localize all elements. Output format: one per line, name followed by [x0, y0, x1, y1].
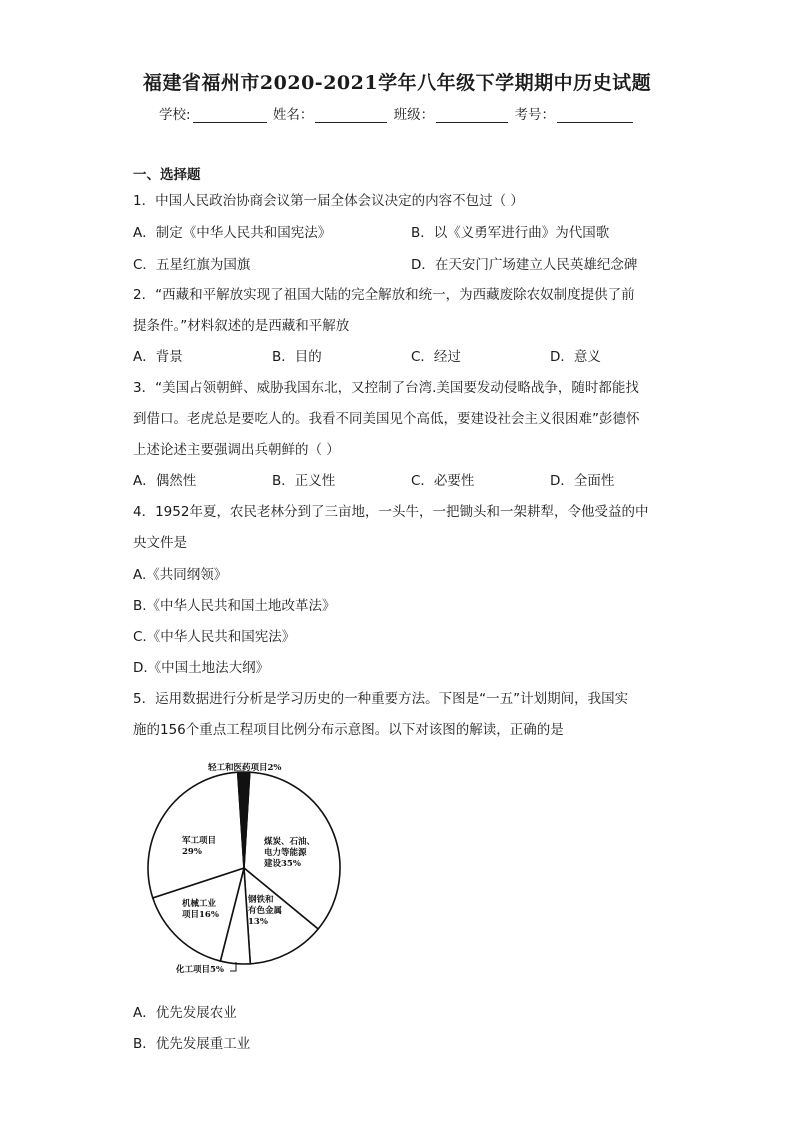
page-title: 福建省福州市2020-2021学年八年级下学期期中历史试题 [142, 72, 652, 94]
school-label: 学校: [159, 107, 191, 123]
question-4-stem-line-2: 央文件是 [133, 535, 187, 551]
question-1-option-b[interactable]: B．以《义勇军进行曲》为代国歌 [411, 225, 610, 241]
question-3-stem-line-2: 到借口。老虎总是要吃人的。我看不同美国见个高低，要建设社会主义很困难”彭德怀 [133, 411, 640, 427]
question-3-option-d[interactable]: D．全面性 [550, 473, 615, 489]
question-4-option-d[interactable]: D.《中国土地法大纲》 [133, 660, 270, 676]
question-1-option-c[interactable]: C．五星红旗为国旗 [133, 257, 251, 273]
question-2-option-b[interactable]: B．目的 [272, 349, 322, 365]
pie-slice-label-2: 化工项目5% [176, 965, 224, 975]
question-4-option-a[interactable]: A.《共同纲领》 [133, 567, 228, 583]
pie-slice-label-0: 煤炭、石油、电力等能源建设35% [264, 837, 316, 869]
exam-no-blank[interactable] [557, 108, 633, 123]
section-title: 一、选择题 [133, 167, 201, 183]
question-3-option-b[interactable]: B．正义性 [272, 473, 336, 489]
question-2-stem-line-1: 2．“西藏和平解放实现了祖国大陆的完全解放和统一，为西藏废除农奴制度提供了前 [133, 287, 635, 303]
project-distribution-pie-chart [130, 752, 360, 982]
question-1-stem: 1．中国人民政治协商会议第一届全体会议决定的内容不包过（ ） [133, 193, 524, 209]
pie-slice-label-4: 军工项目 29% [182, 836, 217, 857]
question-5-stem-line-1: 5．运用数据进行分析是学习历史的一种重要方法。下图是“一五”计划期间，我国实 [133, 691, 629, 707]
pie-slice-label-5: 轻工和医药项目2% [208, 763, 282, 773]
question-3-option-c[interactable]: C．必要性 [411, 473, 475, 489]
question-2-option-c[interactable]: C．经过 [411, 349, 461, 365]
student-info-line [0, 103, 794, 123]
question-5-option-b[interactable]: B．优先发展重工业 [133, 1036, 251, 1052]
question-5-option-a[interactable]: A．优先发展农业 [133, 1005, 237, 1021]
question-4-option-c[interactable]: C.《中华人民共和国宪法》 [133, 629, 296, 645]
question-3-stem-line-1: 3．“美国占领朝鲜、威胁我国东北，又控制了台湾.美国要发动侵略战争，随时都能找 [133, 380, 639, 396]
school-blank[interactable] [193, 108, 267, 123]
question-3-stem-line-3: 上述论述主要强调出兵朝鲜的（ ） [133, 442, 340, 458]
question-3-option-a[interactable]: A．偶然性 [133, 473, 197, 489]
question-2-option-a[interactable]: A．背景 [133, 349, 183, 365]
question-4-stem-line-1: 4．1952年夏，农民老林分到了三亩地，一头牛，一把锄头和一架耕犁，令他受益的中 [133, 504, 649, 520]
question-1-option-d[interactable]: D．在天安门广场建立人民英雄纪念碑 [411, 257, 638, 273]
question-4-option-b[interactable]: B.《中华人民共和国土地改革法》 [133, 598, 336, 614]
question-2-option-d[interactable]: D．意义 [550, 349, 601, 365]
question-1-option-a[interactable]: A．制定《中华人民共和国宪法》 [133, 225, 332, 241]
pie-slice-label-1: 钢铁和有色金属 13% [248, 895, 283, 927]
question-2-stem-line-2: 提条件。”材料叙述的是西藏和平解放 [133, 318, 350, 334]
question-5-stem-line-2: 施的156个重点工程项目比例分布示意图。以下对该图的解读，正确的是 [133, 722, 564, 738]
class-blank[interactable] [436, 108, 508, 123]
exam-no-label: 考号： [514, 107, 555, 123]
name-label: 姓名： [272, 107, 314, 123]
pie-slice-label-3: 机械工业项目16% [182, 899, 219, 920]
name-blank[interactable] [315, 108, 387, 123]
class-label: 班级： [393, 107, 435, 123]
